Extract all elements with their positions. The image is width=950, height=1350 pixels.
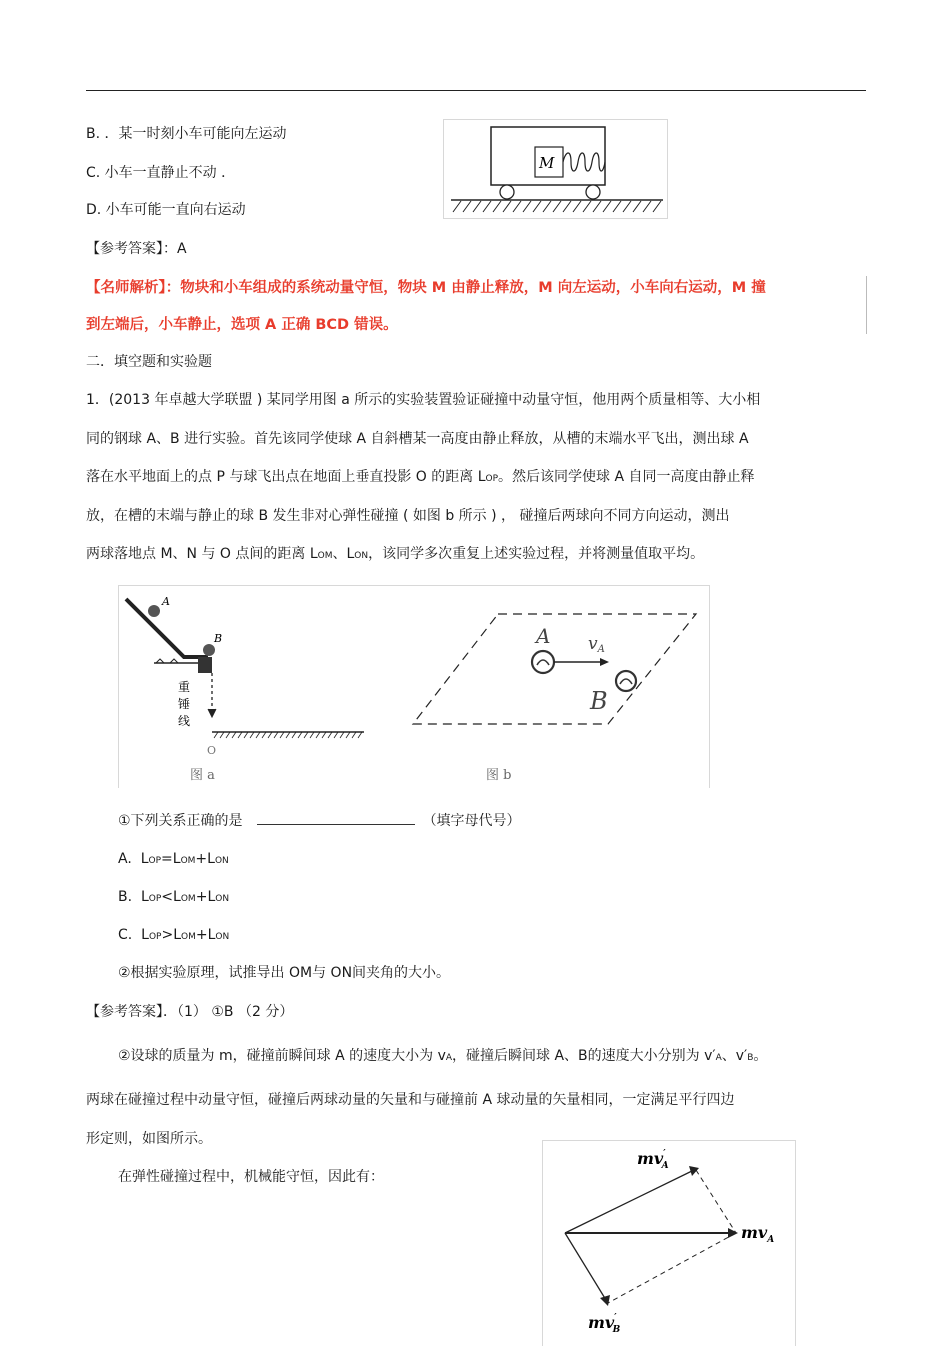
figure-a [126, 595, 364, 783]
problem-line-5-b: 、L [332, 546, 355, 562]
q1-option-c [118, 926, 229, 946]
label-mv-a [741, 1223, 774, 1245]
q1-option-a [118, 850, 229, 870]
header-rule [86, 90, 866, 91]
prime: ′ [614, 1313, 617, 1323]
plumb-char-2: 锤 [178, 697, 191, 711]
car-mass-label: M [539, 154, 555, 172]
fig-a-ball-a: A [162, 595, 170, 608]
fig-b-caption: 图 b [486, 768, 512, 783]
subscript: B [612, 1325, 621, 1335]
symbol: L [207, 889, 216, 905]
symbol: L [207, 927, 216, 943]
analysis-line-1: 【名师解析】：物块和小车组成的系统动量守恒，物块 M 由静止释放，M 向左运动，小车向右运动，M 撞 [86, 280, 766, 296]
label-mv-a-prime [637, 1149, 669, 1171]
problem-line-5-a: 两球落地点 M、N 与 O 点间的距离 L [86, 546, 318, 562]
subscript: ON [214, 856, 229, 866]
subscript: A [715, 1053, 722, 1063]
operator: > [161, 927, 174, 943]
q1-option-b [118, 888, 229, 908]
operator: + [195, 927, 208, 943]
fig-b-ball-b: B [590, 687, 608, 715]
solution-line-3: 形定则，如图所示。 [86, 1131, 212, 1147]
problem-line-3-text: 落在水平地面上的点 P 与球飞出点在地面上垂直投影 O 的距离 L [86, 469, 486, 485]
solution-line-1-c: 、v′ [721, 1048, 748, 1064]
symbol: L [173, 927, 182, 943]
fig-b-velocity-sub: A [597, 644, 605, 655]
answer-2: 【参考答案】．（1） ①B （2 分） [86, 1004, 294, 1020]
problem-line-5 [86, 545, 704, 565]
subscript: ON [354, 551, 369, 561]
prime: ′ [663, 1149, 666, 1159]
solution-line-1 [118, 1047, 767, 1067]
fig-b-velocity-v: v [588, 634, 598, 654]
symbol: L [207, 851, 215, 867]
symbol: L [172, 851, 181, 867]
q1-hint: （填字母代号） [422, 813, 521, 829]
subscript: ON [215, 894, 230, 904]
option-b: B. ．某一时刻小车可能向左运动 [86, 126, 287, 142]
analysis-line-2: 到左端后，小车静止，选项 A 正确 BCD 错误。 [86, 317, 398, 333]
subscript: OP [148, 894, 162, 904]
operator: < [161, 889, 174, 905]
label-mv-b-prime [588, 1313, 621, 1335]
symbol: L [140, 851, 149, 867]
option-c: C. 小车一直静止不动 ． [86, 165, 236, 181]
problem-line-1: 1．(2013 年卓越大学联盟 ) 某同学用图 a 所示的实验装置验证碰撞中动量守恒，他用两个质量相等、大小相 [86, 392, 761, 408]
solution-line-1-d: 。 [753, 1048, 768, 1064]
subscript: ON [215, 932, 230, 942]
option-label: A. [118, 851, 132, 867]
q1-prompt-row [118, 812, 521, 830]
label-text: mv [741, 1223, 768, 1242]
q2-text: ②根据实验原理，试推导出 OM与 ON间夹角的大小。 [118, 965, 451, 981]
operator: + [195, 851, 208, 867]
fig-a-point-o: O [207, 744, 217, 757]
subscript: OP [148, 856, 162, 866]
operator: + [195, 889, 208, 905]
subscript: A [767, 1235, 775, 1245]
operator: = [161, 851, 173, 867]
fig-b-ball-a: A [536, 624, 551, 648]
section-title: 二．填空题和实验题 [86, 354, 212, 370]
problem-line-4: 放，在槽的末端与静止的球 B 发生非对心弹性碰撞 ( 如图 b 所示 ) ， 碰撞后两球向不同方向运动，测出 [86, 508, 730, 524]
symbol: L [173, 889, 181, 905]
subscript: OM [180, 894, 196, 904]
plumb-char-3: 线 [178, 714, 191, 728]
fig-a-ball-b: B [214, 632, 223, 645]
fig-b-velocity [588, 634, 605, 655]
subscript: B [747, 1053, 754, 1063]
label-text: mv [588, 1313, 615, 1332]
symbol: L [140, 889, 149, 905]
answer-blank[interactable] [257, 812, 415, 825]
fig-a-caption: 图 a [190, 768, 215, 783]
solution-line-1-b: ，碰撞后瞬间球 A、B的速度大小分别为 v′ [452, 1048, 716, 1064]
subscript: OP [148, 932, 162, 942]
answer-1: 【参考答案】：A [86, 241, 187, 257]
car-figure [443, 119, 668, 219]
option-d: D. 小车可能一直向右运动 [86, 202, 246, 218]
label-text: mv [637, 1149, 664, 1168]
subscript: A [445, 1053, 453, 1063]
subscript: OP [485, 474, 499, 484]
problem-line-2: 同的钢球 A、B 进行实验。首先该同学使球 A 自斜槽某一高度由静止释放，从槽的末端水平飞出，测出球 A [86, 431, 749, 447]
subscript: OM [317, 551, 333, 561]
vector-figure [542, 1140, 796, 1346]
subscript: OM [180, 856, 196, 866]
plumb-char-1: 重 [178, 680, 191, 694]
solution-line-1-a: ②设球的质量为 m，碰撞前瞬间球 A 的速度大小为 v [118, 1048, 446, 1064]
q1-prompt: ①下列关系正确的是 [118, 813, 243, 829]
experiment-figure [118, 585, 710, 788]
subscript: OM [181, 932, 196, 942]
symbol: L [141, 927, 149, 943]
problem-line-3 [86, 468, 755, 488]
solution-line-2: 两球在碰撞过程中动量守恒，碰撞后两球动量的矢量和与碰撞前 A 球动量的矢量相同，一定满足平行四边 [86, 1092, 735, 1108]
figure-b [413, 614, 696, 783]
subscript: A [661, 1161, 669, 1171]
option-label: B. [118, 889, 133, 905]
problem-line-5-c: ，该同学多次重复上述实验过程，并将测量值取平均。 [368, 546, 705, 562]
solution-line-4: 在弹性碰撞过程中，机械能守恒，因此有： [118, 1169, 384, 1185]
problem-line-3-end: 。然后该同学使球 A 自同一高度由静止释 [498, 469, 755, 485]
option-label: C. [118, 927, 133, 943]
